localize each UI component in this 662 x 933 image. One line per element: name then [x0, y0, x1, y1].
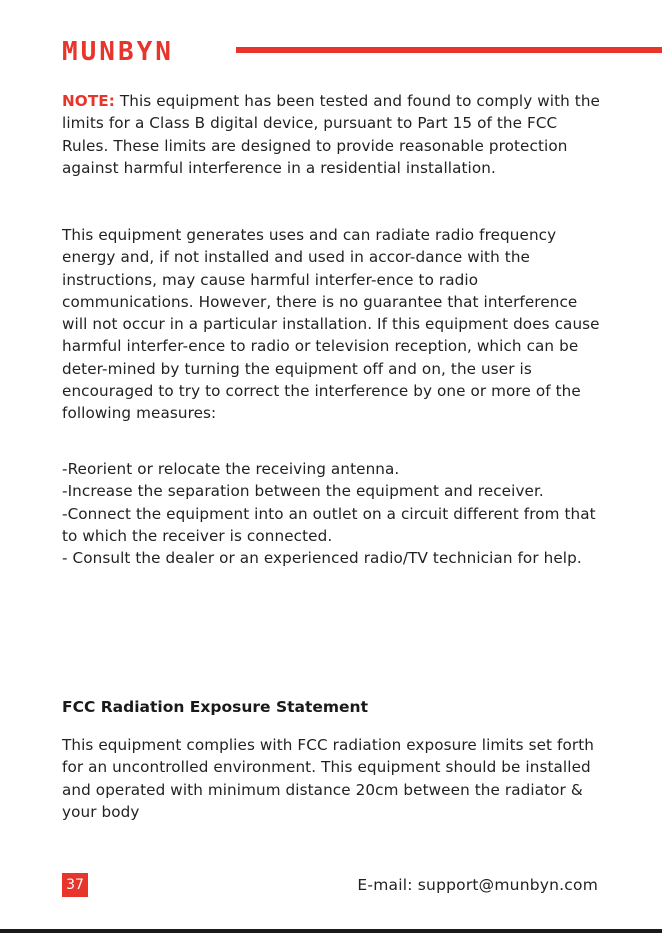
header-rule: [236, 47, 662, 53]
note-paragraph: [62, 90, 607, 179]
measure-item: -Reorient or relocate the receiving antenna.: [62, 460, 400, 478]
bottom-border: [0, 929, 662, 933]
measure-item: - Consult the dealer or an experienced radio/TV technician for help.: [62, 549, 582, 568]
radiation-heading: FCC Radiation Exposure Statement: [62, 698, 369, 716]
measures-list: [62, 458, 607, 569]
munbyn-logo: MUNBYN: [62, 37, 174, 67]
measure-item: -Increase the separation between the equipment and receiver.: [62, 482, 544, 501]
note-label: NOTE:: [62, 92, 115, 110]
measure-item: -Connect the equipment into an outlet on a circuit different from that to which the receiver is connected.: [62, 504, 596, 545]
page-number-badge: 37: [62, 873, 88, 897]
note-text: This equipment has been tested and found to comply with the limits for a Class B digital device, pursuant to Part 15 of the FCC Rules. These limits are designed to provide reasonable protection against harmful interference in a residential installation.: [62, 92, 600, 177]
radiation-paragraph: This equipment complies with FCC radiation exposure limits set forth for an uncontrolled environment. This equipment should be installed and operated with minimum distance 20cm between the radiator & your body: [62, 736, 595, 821]
interference-paragraph: This equipment generates uses and can radiate radio frequency energy and, if not installed and used in accor-dance with the instructions, may cause harmful interfer-ence to radio communications. However, there is no guarantee that interference will not occur in a particular installation. If this equipment does cause harmful interfer-ence to radio or television reception, which can be deter-mined by turning the equipment off and on, the user is encouraged to try to correct the interference by one or more of the following measures:: [62, 226, 600, 423]
support-email: E-mail: support@munbyn.com: [357, 876, 598, 894]
